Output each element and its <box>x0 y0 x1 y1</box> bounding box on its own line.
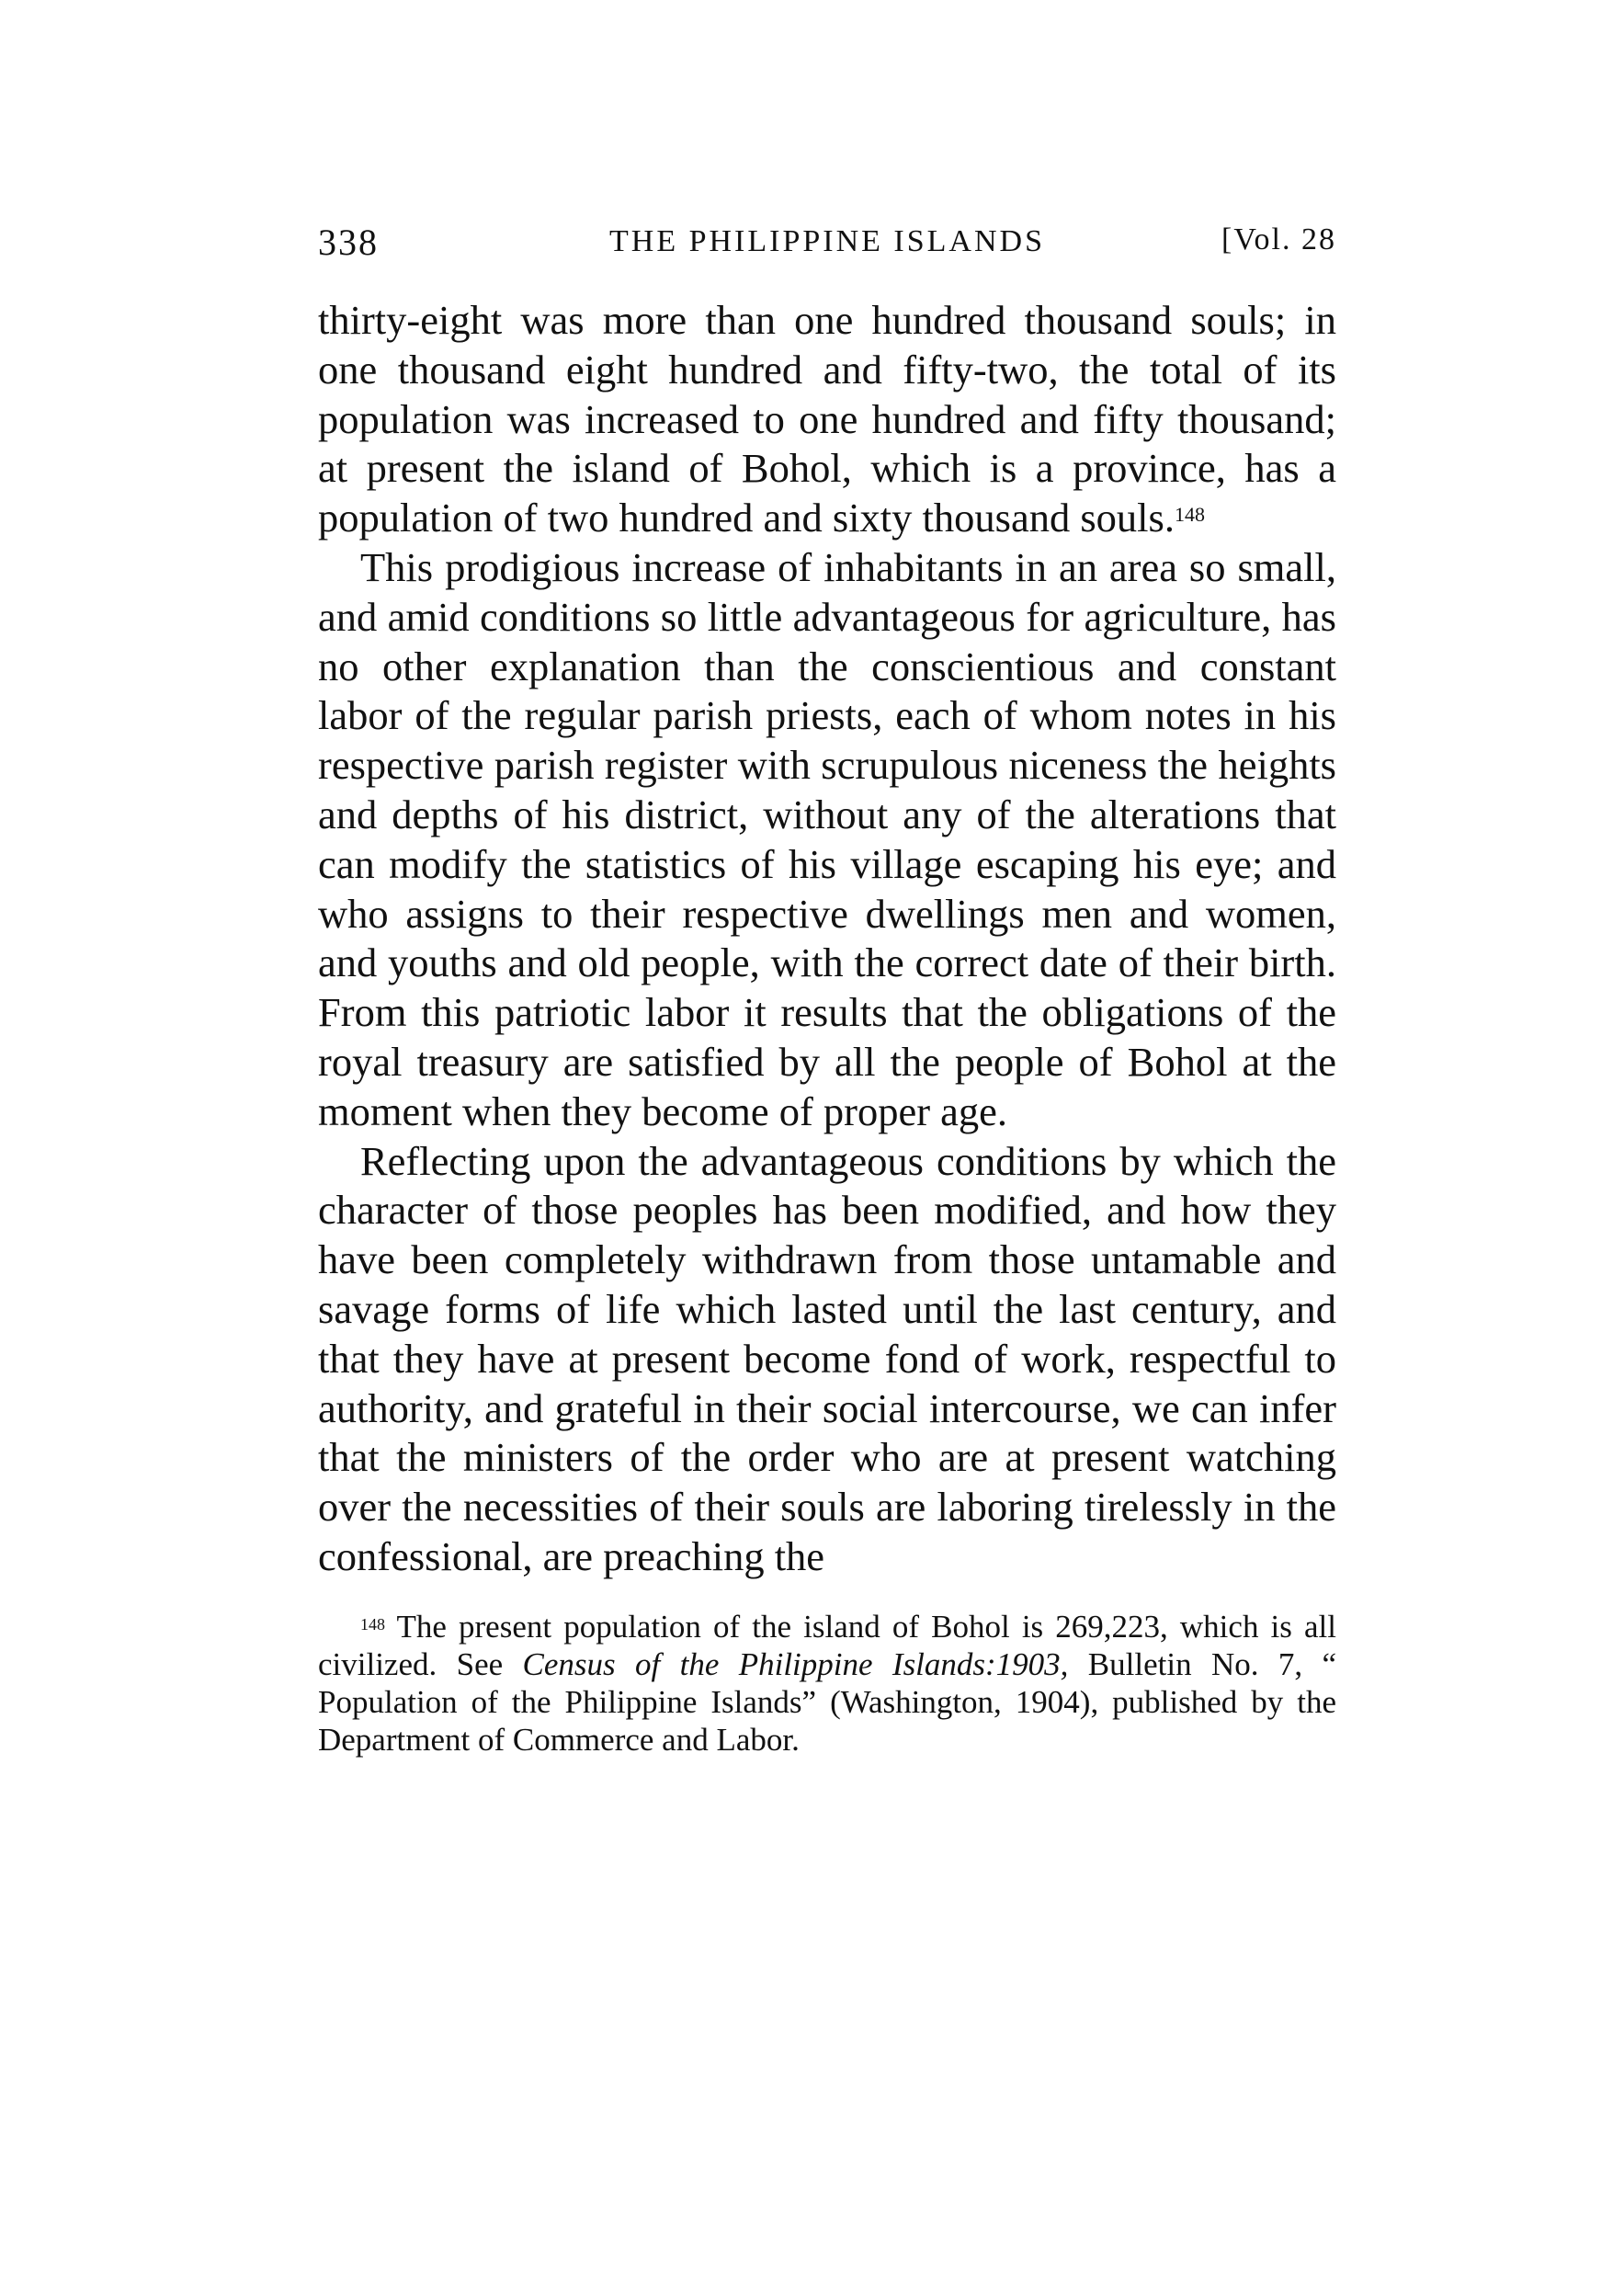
footnote-148 <box>318 1608 1336 1759</box>
paragraph-text: thirty-eight was more than one hundred thousand souls; in one thousand eight hundred and fifty-two, the total of its population was increased to one hundred and fifty thousand; at present the island of Bohol, which is a province, has a population of two hundred and sixty thousand souls. <box>318 297 1336 541</box>
paragraph-1 <box>318 296 1336 543</box>
running-title: THE PHILIPPINE ISLANDS <box>609 224 1045 258</box>
page-number: 338 <box>318 222 379 263</box>
footnote-reference[interactable]: 148 <box>1174 503 1205 527</box>
footnote-citation-title: Census of the Philippine Islands:1903, <box>522 1645 1069 1682</box>
paragraph-3 <box>318 1137 1336 1582</box>
book-page <box>318 221 1336 1759</box>
footnote-number: 148 <box>360 1614 385 1634</box>
volume-label: [Vol. 28 <box>1221 222 1336 256</box>
paragraph-2 <box>318 543 1336 1137</box>
paragraph-text: Reflecting upon the advantageous conditions by which the character of those peoples has been modified, and how they have been completely withdrawn from those untamable and savage forms of life which lasted until the last century, and that they have at present become fond of work, respectful to authority, and grateful in their social intercourse, we can infer that the ministers of the order who are at present watching over the necessities of their souls are laboring tirelessly in the confessional, are preaching the <box>318 1137 1336 1579</box>
footnotes <box>318 1608 1336 1759</box>
running-header <box>318 221 1336 276</box>
footnote-text: The present population of the island of Bohol is 269,223, which is all civilized. See <box>318 1608 1336 1682</box>
footnote-text-cont: Bulletin No. 7, “ Population of the Philippine Islands” (Washington, 1904), published by the Department of Commerce and Labor. <box>318 1645 1336 1758</box>
paragraph-text: This prodigious increase of inhabitants in an area so small, and amid conditions so little advantageous for agriculture, has no other explanation than the conscientious and constant labor of the regular parish priests, each of whom notes in his respective parish register with scrupulous niceness the heights and depths of his district, without any of the alterations that can modify the statistics of his village escaping his eye; and who assigns to their respective dwellings men and women, and youths and old people, with the correct date of their birth. From this patriotic labor it results that the obligations of the royal treasury are satisfied by all the people of Bohol at the moment when they become of proper age. <box>318 543 1336 1134</box>
main-text <box>318 296 1336 1582</box>
